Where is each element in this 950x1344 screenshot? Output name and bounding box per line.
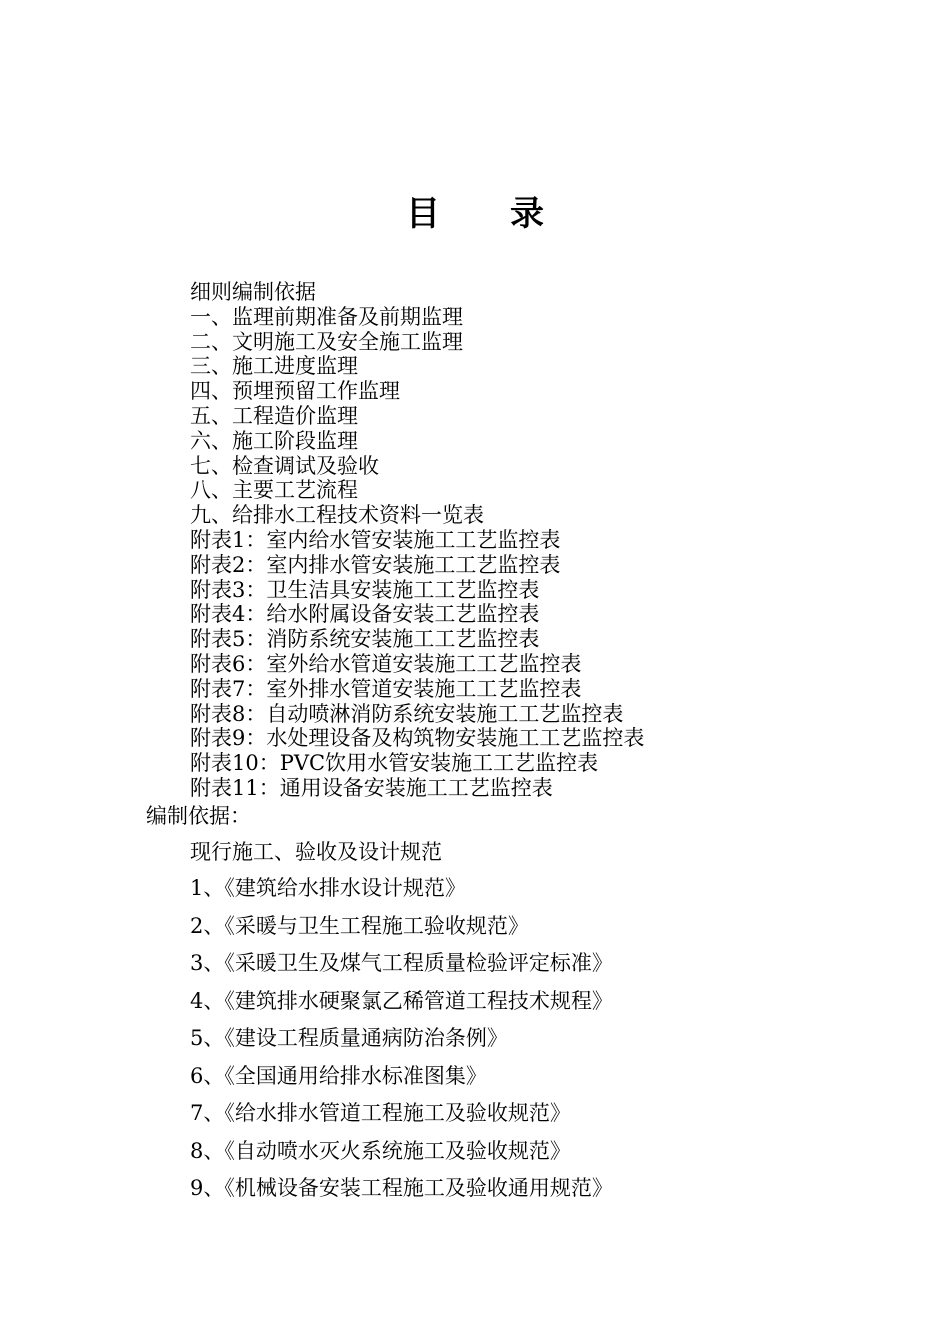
standard-item: 7、《给水排水管道工程施工及验收规范》 (190, 1101, 571, 1125)
toc-item: 细则编制依据 (190, 280, 316, 304)
toc-item: 附表4：给水附属设备安装工艺监控表 (190, 602, 540, 627)
basis-heading: 编制依据： (146, 804, 251, 828)
toc-item: 九、给排水工程技术资料一览表 (190, 503, 484, 528)
toc-item: 二、文明施工及安全施工监理 (190, 329, 463, 354)
standard-item: 3、《采暖卫生及煤气工程质量检验评定标准》 (190, 951, 613, 975)
toc-item: 附表7：室外排水管道安装施工工艺监控表 (190, 676, 582, 701)
standards-list (190, 875, 613, 1213)
toc-item: 六、施工阶段监理 (190, 428, 358, 453)
toc-item: 三、施工进度监理 (190, 354, 358, 379)
table-of-contents (190, 280, 644, 801)
standard-item: 6、《全国通用给排水标准图集》 (190, 1063, 487, 1088)
toc-item: 附表10：PVC饮用水管安装施工工艺监控表 (190, 751, 599, 776)
toc-item: 附表6：室外给水管道安装施工工艺监控表 (190, 651, 582, 676)
standard-item: 9、《机械设备安装工程施工及验收通用规范》 (190, 1176, 613, 1200)
toc-item: 一、监理前期准备及前期监理 (190, 304, 463, 329)
toc-item: 附表8：自动喷淋消防系统安装施工工艺监控表 (190, 701, 624, 726)
standard-item: 1、《建筑给水排水设计规范》 (190, 876, 466, 900)
toc-item: 附表11：通用设备安装施工工艺监控表 (190, 775, 553, 800)
toc-item: 四、预埋预留工作监理 (190, 379, 400, 404)
toc-item: 五、工程造价监理 (190, 403, 358, 428)
toc-item: 附表5：消防系统安装施工工艺监控表 (190, 627, 540, 652)
toc-item: 附表9：水处理设备及构筑物安装施工工艺监控表 (190, 726, 645, 751)
standard-item: 5、《建设工程质量通病防治条例》 (190, 1026, 508, 1050)
toc-item: 附表2：室内排水管安装施工工艺监控表 (190, 552, 561, 577)
standard-item: 4、《建筑排水硬聚氯乙稀管道工程技术规程》 (190, 988, 613, 1013)
toc-item: 附表3：卫生洁具安装施工工艺监控表 (190, 577, 540, 602)
page-title: 目录 (406, 194, 614, 234)
toc-item: 附表1：室内给水管安装施工工艺监控表 (190, 527, 561, 552)
standard-item: 8、《自动喷水灭火系统施工及验收规范》 (190, 1138, 571, 1163)
basis-intro: 现行施工、验收及设计规范 (190, 840, 442, 864)
standard-item: 2、《采暖与卫生工程施工验收规范》 (190, 913, 529, 938)
toc-item: 七、检查调试及验收 (190, 453, 379, 478)
toc-item: 八、主要工艺流程 (190, 478, 358, 503)
